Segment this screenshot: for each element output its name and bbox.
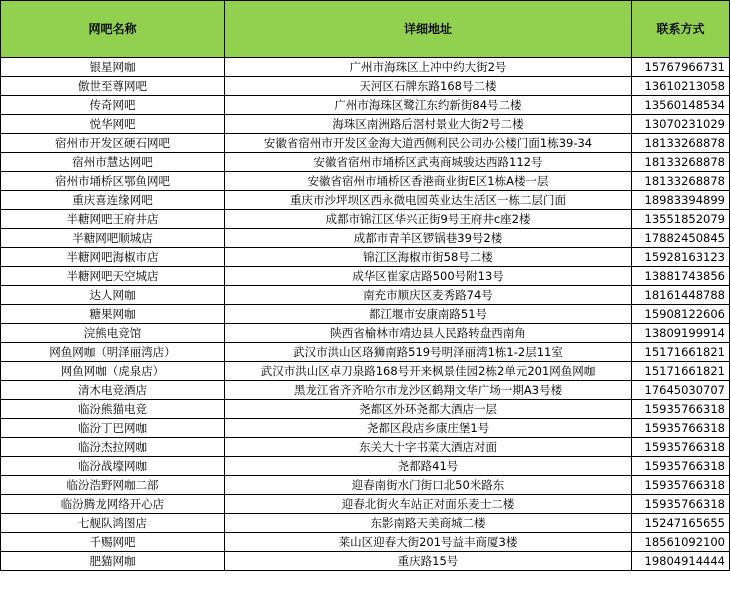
table-row [1, 419, 730, 438]
address-cell: 安徽省宿州市埇桥区香港商业街E区1栋A楼一层 [225, 172, 632, 191]
cafe-name-cell: 临汾腾龙网络开心店 [1, 495, 225, 514]
table-row [1, 77, 730, 96]
address-cell: 南充市顺庆区麦秀路74号 [225, 286, 632, 305]
table-row [1, 229, 730, 248]
address-cell: 迎春北街火车站正对面乐麦士二楼 [225, 495, 632, 514]
cafe-name-cell: 糖果网咖 [1, 305, 225, 324]
phone-cell: 15935766318 [632, 400, 730, 419]
address-cell: 成都市锦江区华兴正街9号王府井c座2楼 [225, 210, 632, 229]
cafe-name-cell: 浣熊电竞馆 [1, 324, 225, 343]
table-row [1, 210, 730, 229]
address-cell: 迎春南街水门街口北50米路东 [225, 476, 632, 495]
address-cell: 安徽省宿州市埇桥区武夷商城骏达西路112号 [225, 153, 632, 172]
table-row [1, 552, 730, 571]
table-row [1, 115, 730, 134]
phone-cell: 19804914444 [632, 552, 730, 571]
cafe-name-cell: 半糖网吧王府井店 [1, 210, 225, 229]
phone-cell: 15171661821 [632, 343, 730, 362]
address-cell: 海珠区南洲路后滘村景业大街2号二楼 [225, 115, 632, 134]
cafe-name-cell: 宿州市埇桥区鄂鱼网吧 [1, 172, 225, 191]
cafe-name-cell: 半糖网吧海椒市店 [1, 248, 225, 267]
phone-cell: 18983394899 [632, 191, 730, 210]
address-cell: 尧都路41号 [225, 457, 632, 476]
phone-cell: 17882450845 [632, 229, 730, 248]
address-cell: 安徽省宿州市开发区金海大道西侧利民公司办公楼门面1栋39-34 [225, 134, 632, 153]
table-row [1, 495, 730, 514]
table-row [1, 305, 730, 324]
cafe-name-cell: 网鱼网咖（虎泉店） [1, 362, 225, 381]
header-contact: 联系方式 [632, 1, 730, 58]
table-row [1, 476, 730, 495]
address-cell: 都江堰市安康南路51号 [225, 305, 632, 324]
cafe-name-cell: 达人网咖 [1, 286, 225, 305]
phone-cell: 15935766318 [632, 476, 730, 495]
cafe-name-cell: 临汾熊猫电竞 [1, 400, 225, 419]
table-row [1, 438, 730, 457]
address-cell: 莱山区迎春大街201号益丰商厦3楼 [225, 533, 632, 552]
cafe-name-cell: 临汾杰拉网咖 [1, 438, 225, 457]
address-cell: 重庆市沙坪坝区西永微电园英业达生活区一栋二层门面 [225, 191, 632, 210]
header-row [1, 1, 730, 58]
table-row [1, 457, 730, 476]
phone-cell: 15247165655 [632, 514, 730, 533]
cafe-name-cell: 半糖网吧顺城店 [1, 229, 225, 248]
cafe-name-cell: 七舰队鸿图店 [1, 514, 225, 533]
table-row [1, 248, 730, 267]
table-row [1, 400, 730, 419]
table-row [1, 134, 730, 153]
address-cell: 广州市海珠区上冲中约大街2号 [225, 58, 632, 77]
table-row [1, 153, 730, 172]
address-cell: 陕西省榆林市靖边县人民路转盘西南角 [225, 324, 632, 343]
phone-cell: 18161448788 [632, 286, 730, 305]
table-row [1, 267, 730, 286]
phone-cell: 13610213058 [632, 77, 730, 96]
phone-cell: 13881743856 [632, 267, 730, 286]
phone-cell: 15928163123 [632, 248, 730, 267]
table-row [1, 286, 730, 305]
table-row [1, 362, 730, 381]
header-name: 网吧名称 [1, 1, 225, 58]
address-cell: 锦江区海椒市街58号二楼 [225, 248, 632, 267]
phone-cell: 13560148534 [632, 96, 730, 115]
cafe-name-cell: 半糖网吧天空城店 [1, 267, 225, 286]
cafe-name-cell: 宿州市慧达网吧 [1, 153, 225, 172]
table-row [1, 343, 730, 362]
phone-cell: 18561092100 [632, 533, 730, 552]
phone-cell: 18133268878 [632, 134, 730, 153]
phone-cell: 15935766318 [632, 419, 730, 438]
phone-cell: 15935766318 [632, 457, 730, 476]
cafe-name-cell: 银星网咖 [1, 58, 225, 77]
table-row [1, 172, 730, 191]
phone-cell: 15935766318 [632, 438, 730, 457]
cafe-name-cell: 肥猫网咖 [1, 552, 225, 571]
phone-cell: 15935766318 [632, 495, 730, 514]
cafe-name-cell: 传奇网吧 [1, 96, 225, 115]
cafe-name-cell: 宿州市开发区硬石网吧 [1, 134, 225, 153]
phone-cell: 13809199914 [632, 324, 730, 343]
address-cell: 天河区石牌东路168号二楼 [225, 77, 632, 96]
address-cell: 东影南路天美商城二楼 [225, 514, 632, 533]
phone-cell: 15908122606 [632, 305, 730, 324]
cafe-name-cell: 临汾浩野网咖二部 [1, 476, 225, 495]
phone-cell: 13551852079 [632, 210, 730, 229]
header-address: 详细地址 [225, 1, 632, 58]
phone-cell: 15767966731 [632, 58, 730, 77]
table-row [1, 96, 730, 115]
cafe-name-cell: 网鱼网咖（明泽丽湾店） [1, 343, 225, 362]
table-row [1, 324, 730, 343]
address-cell: 武汉市洪山区珞狮南路519号明泽丽湾1栋1-2层11室 [225, 343, 632, 362]
table-row [1, 514, 730, 533]
table-row [1, 191, 730, 210]
address-cell: 尧都区段店乡康庄堡1号 [225, 419, 632, 438]
table-row [1, 533, 730, 552]
address-cell: 武汉市洪山区卓刀泉路168号开来枫景佳园2栋2单元201网鱼网咖 [225, 362, 632, 381]
phone-cell: 17645030707 [632, 381, 730, 400]
cafe-name-cell: 临汾丁巴网咖 [1, 419, 225, 438]
cafe-name-cell: 重庆喜连缘网吧 [1, 191, 225, 210]
address-cell: 重庆路15号 [225, 552, 632, 571]
address-cell: 成华区崔家店路500号附13号 [225, 267, 632, 286]
cafe-name-cell: 悦华网吧 [1, 115, 225, 134]
phone-cell: 15171661821 [632, 362, 730, 381]
cafe-name-cell: 千赐网吧 [1, 533, 225, 552]
address-cell: 广州市海珠区鹭江东约新街84号二楼 [225, 96, 632, 115]
table-row [1, 381, 730, 400]
address-cell: 黑龙江省齐齐哈尔市龙沙区鹤翔文华广场一期A3号楼 [225, 381, 632, 400]
phone-cell: 18133268878 [632, 153, 730, 172]
address-cell: 成都市青羊区锣锅巷39号2楼 [225, 229, 632, 248]
address-cell: 尧都区外环尧都大酒店一层 [225, 400, 632, 419]
cafe-name-cell: 清木电竞酒店 [1, 381, 225, 400]
phone-cell: 13070231029 [632, 115, 730, 134]
phone-cell: 18133268878 [632, 172, 730, 191]
address-cell: 东关大十字书菜大酒店对面 [225, 438, 632, 457]
table-row [1, 58, 730, 77]
cafe-name-cell: 临汾战壕网咖 [1, 457, 225, 476]
cafe-name-cell: 傲世至尊网吧 [1, 77, 225, 96]
